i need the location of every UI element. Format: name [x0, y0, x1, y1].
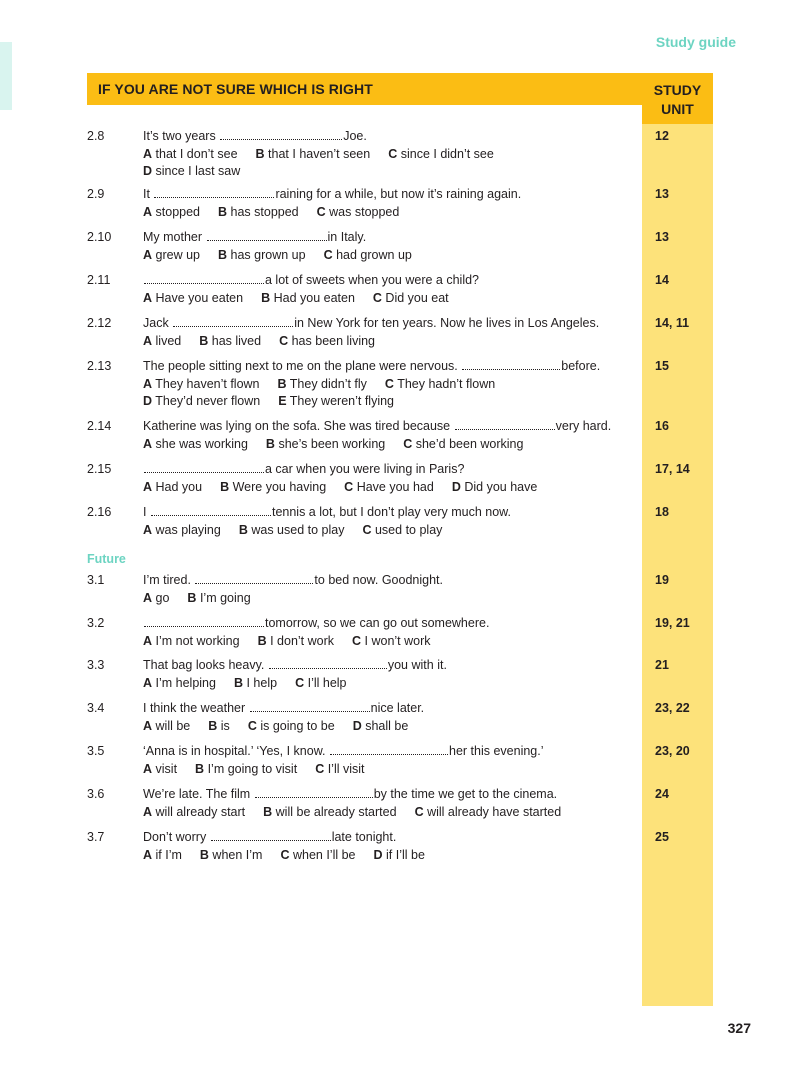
- option-text: I’ll visit: [327, 761, 365, 776]
- question-body: [143, 229, 633, 264]
- option-letter: B: [208, 718, 218, 733]
- answer-option: [278, 377, 367, 391]
- option-text: has grown up: [230, 247, 306, 262]
- answer-option: [143, 676, 216, 690]
- stem-after-gap: a car when you were living in Paris?: [265, 462, 465, 476]
- study-unit-ref: 19, 21: [655, 616, 690, 630]
- stem-after-gap: raining for a while, but now it’s raining again.: [275, 187, 522, 201]
- option-text: They haven’t flown: [155, 376, 260, 391]
- option-line: [143, 146, 633, 164]
- answer-gap: [455, 419, 555, 430]
- question-stem: [143, 358, 633, 376]
- option-text: grew up: [155, 247, 200, 262]
- study-unit-ref: 15: [655, 359, 669, 373]
- question-body: [143, 829, 633, 864]
- option-text: is going to be: [260, 718, 335, 733]
- option-text: since I didn’t see: [400, 146, 494, 161]
- answer-option: [374, 848, 425, 862]
- question-stem: [143, 128, 633, 146]
- option-letter: A: [143, 436, 153, 451]
- answer-gap: [462, 359, 560, 370]
- answer-option: [143, 591, 169, 605]
- stem-after-gap: in New York for ten years. Now he lives in Los Angeles.: [294, 316, 600, 330]
- question-stem: [143, 418, 633, 436]
- stem-after-gap: in Italy.: [327, 230, 367, 244]
- answer-gap: [255, 787, 373, 798]
- answer-option: [403, 437, 523, 451]
- answer-option: [344, 480, 434, 494]
- option-text: Have you eaten: [155, 290, 244, 305]
- option-line: [143, 163, 633, 181]
- option-letter: B: [265, 436, 275, 451]
- stem-after-gap: late tonight.: [331, 830, 397, 844]
- option-text: I’ll help: [307, 675, 347, 690]
- option-letter: A: [143, 522, 153, 537]
- stem-before-gap: Don’t worry: [143, 830, 207, 844]
- option-line: [143, 247, 633, 265]
- answer-gap: [250, 701, 370, 712]
- answer-option: [208, 719, 230, 733]
- option-text: has stopped: [230, 204, 299, 219]
- answer-option: [239, 523, 345, 537]
- option-letter: B: [238, 522, 248, 537]
- question-number: 3.7: [87, 830, 105, 844]
- option-text: lived: [155, 333, 182, 348]
- option-text: stopped: [155, 204, 200, 219]
- answer-option: [195, 762, 297, 776]
- stem-before-gap: ‘Anna is in hospital.’ ‘Yes, I know.: [143, 744, 326, 758]
- option-text: was used to play: [251, 522, 345, 537]
- question-stem: [143, 229, 633, 247]
- answer-gap: [207, 230, 327, 241]
- question-body: [143, 657, 633, 692]
- answer-gap: [195, 573, 313, 584]
- option-letter: A: [143, 804, 153, 819]
- answer-option: [143, 634, 240, 648]
- option-letter: B: [218, 247, 228, 262]
- option-text: since I last saw: [155, 164, 241, 178]
- question-number: 2.9: [87, 187, 105, 201]
- option-line: [143, 675, 633, 693]
- answer-option: [362, 523, 442, 537]
- option-letter: A: [143, 204, 153, 219]
- stem-after-gap: by the time we get to the cinema.: [373, 787, 558, 801]
- stem-after-gap: tomorrow, so we can go out somewhere.: [265, 616, 490, 630]
- question-stem: [143, 461, 633, 479]
- option-letter: C: [279, 333, 289, 348]
- option-text: Have you had: [356, 479, 434, 494]
- answer-option: [295, 676, 346, 690]
- option-text: They hadn’t flown: [397, 376, 496, 391]
- option-text: that I don’t see: [155, 146, 238, 161]
- option-line: [143, 804, 633, 822]
- running-header: Study guide: [655, 34, 736, 50]
- stem-after-gap: her this evening.’: [449, 744, 544, 758]
- option-letter: C: [414, 804, 424, 819]
- question-number: 2.15: [87, 462, 112, 476]
- option-letter: A: [143, 675, 153, 690]
- option-text: has been living: [291, 333, 376, 348]
- question-stem: [143, 786, 633, 804]
- study-unit-ref: 17, 14: [655, 462, 690, 476]
- option-letter: B: [257, 633, 267, 648]
- study-unit-column: [642, 124, 713, 1006]
- stem-after-gap: to bed now. Goodnight.: [314, 573, 443, 587]
- stem-before-gap: The people sitting next to me on the plane were nervous.: [143, 359, 458, 373]
- option-text: Did you have: [464, 479, 538, 494]
- option-letter: B: [233, 675, 243, 690]
- option-text: They didn’t fly: [289, 376, 367, 391]
- question-stem: [143, 504, 633, 522]
- question-number: 3.2: [87, 616, 105, 630]
- answer-option: [143, 394, 260, 408]
- study-unit-ref: 23, 20: [655, 744, 690, 758]
- answer-option: [385, 377, 495, 391]
- answer-option: [248, 719, 335, 733]
- option-text: is: [220, 718, 230, 733]
- option-line: [143, 376, 633, 394]
- option-text: Were you having: [232, 479, 327, 494]
- stem-after-gap: you with it.: [387, 658, 447, 672]
- option-text: she was working: [155, 436, 248, 451]
- answer-option: [352, 634, 431, 648]
- option-text: had grown up: [336, 247, 412, 262]
- stem-after-gap: very hard.: [555, 419, 612, 433]
- question-stem: [143, 315, 633, 333]
- stem-before-gap: That bag looks heavy.: [143, 658, 265, 672]
- stem-after-gap: nice later.: [370, 701, 425, 715]
- option-line: [143, 590, 633, 608]
- answer-option: [143, 334, 181, 348]
- option-text: will be already started: [275, 804, 397, 819]
- option-letter: A: [143, 590, 153, 605]
- study-unit-header: [642, 73, 713, 124]
- question-number: 3.3: [87, 658, 105, 672]
- option-letter: A: [143, 479, 153, 494]
- option-letter: A: [143, 376, 153, 391]
- study-unit-ref: 25: [655, 830, 669, 844]
- answer-option: [143, 805, 245, 819]
- question-body: [143, 615, 633, 650]
- option-letter: C: [384, 376, 394, 391]
- answer-option: [315, 762, 364, 776]
- answer-option: [143, 762, 177, 776]
- option-line: [143, 847, 633, 865]
- question-number: 3.1: [87, 573, 105, 587]
- option-text: I’m going to visit: [207, 761, 298, 776]
- answer-option: [324, 248, 412, 262]
- study-unit-ref: 23, 22: [655, 701, 690, 715]
- option-text: shall be: [365, 718, 409, 733]
- answer-option: [220, 480, 326, 494]
- option-text: Did you eat: [385, 290, 449, 305]
- question-stem: [143, 272, 633, 290]
- answer-option: [234, 676, 277, 690]
- option-letter: C: [344, 479, 354, 494]
- study-unit-ref: 13: [655, 230, 669, 244]
- question-body: [143, 461, 633, 496]
- study-unit-ref: 24: [655, 787, 669, 801]
- option-letter: C: [316, 204, 326, 219]
- question-stem: [143, 700, 633, 718]
- option-letter: D: [143, 164, 153, 178]
- answer-option: [143, 719, 190, 733]
- page-number: 327: [727, 1020, 751, 1036]
- answer-option: [415, 805, 562, 819]
- option-line: [143, 436, 633, 454]
- study-unit-ref: 14: [655, 273, 669, 287]
- option-letter: A: [143, 333, 153, 348]
- option-letter: B: [255, 146, 265, 161]
- answer-gap: [211, 830, 331, 841]
- option-letter: A: [143, 633, 153, 648]
- option-letter: D: [373, 847, 383, 862]
- option-line: [143, 761, 633, 779]
- answer-gap: [173, 316, 293, 327]
- question-body: [143, 786, 633, 821]
- option-text: will be: [155, 718, 191, 733]
- option-text: will already have started: [427, 804, 562, 819]
- option-text: I won’t work: [364, 633, 431, 648]
- study-unit-ref: 12: [655, 129, 669, 143]
- question-number: 2.10: [87, 230, 112, 244]
- question-number: 2.13: [87, 359, 112, 373]
- question-body: [143, 358, 633, 411]
- study-unit-header-line2: UNIT: [661, 101, 694, 117]
- section-title: IF YOU ARE NOT SURE WHICH IS RIGHT: [98, 81, 373, 97]
- option-letter: A: [143, 290, 153, 305]
- option-text: go: [155, 590, 170, 605]
- option-text: if I’m: [155, 847, 182, 862]
- option-text: she’s been working: [278, 436, 386, 451]
- question-body: [143, 743, 633, 778]
- option-letter: C: [295, 675, 305, 690]
- question-body: [143, 418, 633, 453]
- study-unit-ref: 13: [655, 187, 669, 201]
- answer-option: [353, 719, 409, 733]
- answer-option: [452, 480, 537, 494]
- study-unit-ref: 14, 11: [655, 316, 690, 330]
- answer-option: [143, 147, 238, 161]
- answer-option: [317, 205, 400, 219]
- question-body: [143, 128, 633, 181]
- answer-option: [266, 437, 385, 451]
- answer-option: [143, 437, 248, 451]
- answer-option: [143, 164, 240, 178]
- option-letter: C: [247, 718, 257, 733]
- answer-option: [143, 480, 202, 494]
- answer-gap: [151, 505, 271, 516]
- option-letter: B: [277, 376, 287, 391]
- option-letter: B: [199, 333, 209, 348]
- option-text: They’d never flown: [155, 394, 261, 408]
- answer-gap: [144, 616, 264, 627]
- option-text: I’m not working: [155, 633, 240, 648]
- question-number: 2.16: [87, 505, 112, 519]
- question-body: [143, 186, 633, 221]
- question-number: 3.6: [87, 787, 105, 801]
- option-letter: C: [352, 633, 362, 648]
- question-number: 3.5: [87, 744, 105, 758]
- option-text: I help: [246, 675, 278, 690]
- stem-before-gap: We’re late. The film: [143, 787, 251, 801]
- answer-option: [388, 147, 494, 161]
- option-text: I’m going: [199, 590, 251, 605]
- answer-option: [279, 334, 375, 348]
- question-body: [143, 504, 633, 539]
- option-letter: C: [403, 436, 413, 451]
- stem-before-gap: It: [143, 187, 150, 201]
- option-letter: C: [323, 247, 333, 262]
- study-unit-ref: 16: [655, 419, 669, 433]
- answer-gap: [154, 187, 274, 198]
- option-line: [143, 718, 633, 736]
- option-line: [143, 393, 633, 411]
- option-line: [143, 522, 633, 540]
- question-stem: [143, 743, 633, 761]
- answer-option: [200, 848, 263, 862]
- study-unit-header-line1: STUDY: [653, 82, 702, 98]
- stem-before-gap: I: [143, 505, 147, 519]
- answer-gap: [330, 744, 448, 755]
- question-number: 2.14: [87, 419, 112, 433]
- answer-option: [261, 291, 355, 305]
- study-unit-ref: 19: [655, 573, 669, 587]
- question-stem: [143, 186, 633, 204]
- question-number: 2.8: [87, 129, 105, 143]
- answer-gap: [220, 129, 342, 140]
- option-text: she’d been working: [415, 436, 524, 451]
- option-letter: B: [263, 804, 273, 819]
- option-line: [143, 479, 633, 497]
- question-number: 2.12: [87, 316, 112, 330]
- option-text: when I’m: [212, 847, 263, 862]
- answer-option: [143, 523, 221, 537]
- section-label-future: Future: [87, 552, 126, 566]
- answer-option: [218, 205, 299, 219]
- option-letter: B: [218, 204, 228, 219]
- option-text: will already start: [155, 804, 246, 819]
- answer-option: [258, 634, 334, 648]
- answer-option: [143, 377, 260, 391]
- option-text: Had you eaten: [273, 290, 355, 305]
- study-unit-ref: 21: [655, 658, 669, 672]
- answer-option: [373, 291, 449, 305]
- option-text: when I’ll be: [292, 847, 356, 862]
- option-line: [143, 333, 633, 351]
- answer-option: [280, 848, 355, 862]
- option-letter: D: [143, 394, 153, 408]
- option-text: that I haven’t seen: [268, 146, 371, 161]
- question-number: 2.11: [87, 273, 111, 287]
- answer-option: [278, 394, 394, 408]
- stem-after-gap: tennis a lot, but I don’t play very much now.: [271, 505, 511, 519]
- option-text: I don’t work: [270, 633, 335, 648]
- option-letter: C: [388, 146, 398, 161]
- answer-gap: [144, 462, 264, 473]
- option-letter: B: [187, 590, 197, 605]
- option-text: was playing: [155, 522, 221, 537]
- answer-option: [218, 248, 306, 262]
- answer-gap: [144, 273, 264, 284]
- question-stem: [143, 657, 633, 675]
- option-letter: B: [195, 761, 205, 776]
- option-text: if I’ll be: [386, 847, 425, 862]
- option-letter: D: [451, 479, 461, 494]
- question-stem: [143, 615, 633, 633]
- question-stem: [143, 572, 633, 590]
- option-line: [143, 633, 633, 651]
- option-letter: C: [315, 761, 325, 776]
- option-text: I’m helping: [155, 675, 216, 690]
- stem-after-gap: before.: [561, 359, 601, 373]
- option-letter: B: [220, 479, 230, 494]
- page-edge-tab: [0, 42, 12, 110]
- question-body: [143, 315, 633, 350]
- option-text: has lived: [211, 333, 262, 348]
- question-body: [143, 700, 633, 735]
- stem-before-gap: Katherine was lying on the sofa. She was tired because: [143, 419, 451, 433]
- question-number: 3.4: [87, 701, 105, 715]
- option-letter: A: [143, 761, 153, 776]
- answer-option: [263, 805, 396, 819]
- answer-option: [187, 591, 250, 605]
- answer-option: [143, 248, 200, 262]
- stem-before-gap: It’s two years: [143, 129, 216, 143]
- option-letter: C: [280, 847, 290, 862]
- answer-option: [143, 848, 182, 862]
- stem-before-gap: I’m tired.: [143, 573, 191, 587]
- answer-option: [256, 147, 371, 161]
- option-letter: C: [372, 290, 382, 305]
- option-letter: A: [143, 146, 153, 161]
- option-text: They weren’t flying: [289, 394, 395, 408]
- answer-option: [143, 291, 243, 305]
- option-letter: A: [143, 847, 153, 862]
- option-letter: A: [143, 718, 153, 733]
- option-line: [143, 204, 633, 222]
- answer-option: [199, 334, 261, 348]
- question-body: [143, 572, 633, 607]
- option-letter: A: [143, 247, 153, 262]
- stem-before-gap: My mother: [143, 230, 203, 244]
- option-letter: C: [362, 522, 372, 537]
- question-stem: [143, 829, 633, 847]
- answer-option: [143, 205, 200, 219]
- option-letter: B: [199, 847, 209, 862]
- option-letter: E: [278, 394, 287, 408]
- study-unit-ref: 18: [655, 505, 669, 519]
- stem-after-gap: a lot of sweets when you were a child?: [265, 273, 480, 287]
- option-letter: B: [261, 290, 271, 305]
- option-letter: D: [352, 718, 362, 733]
- question-body: [143, 272, 633, 307]
- option-text: Had you: [155, 479, 203, 494]
- stem-after-gap: Joe.: [343, 129, 367, 143]
- option-text: was stopped: [329, 204, 400, 219]
- option-line: [143, 290, 633, 308]
- option-text: visit: [155, 761, 178, 776]
- answer-gap: [269, 658, 387, 669]
- stem-before-gap: Jack: [143, 316, 169, 330]
- stem-before-gap: I think the weather: [143, 701, 246, 715]
- option-text: used to play: [374, 522, 443, 537]
